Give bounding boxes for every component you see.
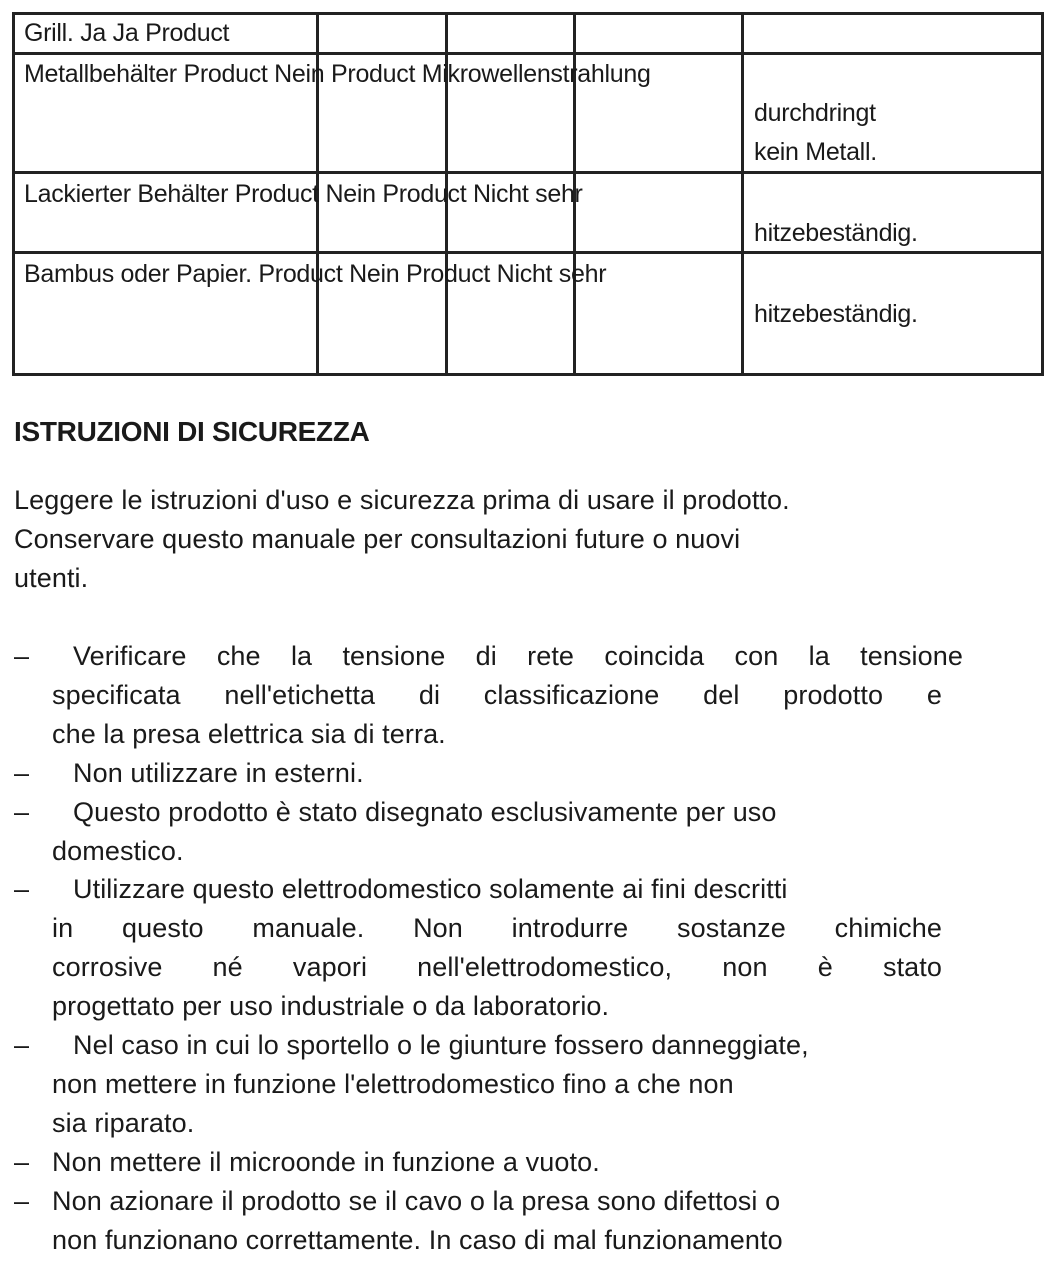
table-cell-text: hitzebeständig.	[754, 300, 918, 328]
bullet-dash: –	[14, 641, 30, 671]
intro-line: Leggere le istruzioni d'uso e sicurezza prima di usare il prodotto.	[14, 485, 790, 515]
section-heading: ISTRUZIONI DI SICUREZZA	[14, 416, 370, 447]
table-cell-text: hitzebeständig.	[754, 219, 918, 247]
intro-line: utenti.	[14, 563, 89, 593]
row-divider	[12, 251, 1044, 254]
table-cell-text: Metallbehälter Product Nein Product Mikrowellenstrahlung	[24, 60, 651, 88]
bullet-line: sia riparato.	[52, 1107, 195, 1138]
bullet-line: non mettere in funzione l'elettrodomestico fino a che non	[52, 1068, 734, 1099]
bullet-line: Non mettere il microonde in funzione a vuoto.	[52, 1146, 600, 1177]
bullet-line: in questo manuale. Non introdurre sostanze chimiche	[52, 913, 942, 944]
bullet-line: Verificare che la tensione di rete coincida con la tensione	[73, 641, 963, 671]
bullet-line: Nel caso in cui lo sportello o le giunture fossero danneggiate,	[73, 1030, 809, 1060]
table-cell-text: kein Metall.	[754, 138, 877, 166]
table-cell-text: Lackierter Behälter Product Nein Product Nicht sehr	[24, 180, 583, 208]
row-divider	[12, 171, 1044, 174]
bullet-dash: –	[14, 874, 30, 905]
bullet-dash: –	[14, 1030, 30, 1060]
bullet-line: progettato per uso industriale o da laboratorio.	[52, 991, 610, 1022]
bullet-line: Utilizzare questo elettrodomestico solamente ai fini descritti	[73, 874, 788, 905]
table-cell-text: Grill. Ja Ja Product	[24, 19, 230, 47]
intro-line: Conservare questo manuale per consultazioni future o nuovi	[14, 524, 741, 554]
bullet-line: Non utilizzare in esterni.	[73, 757, 364, 788]
bullet-line: corrosive né vapori nell'elettrodomestico, non è stato	[52, 952, 942, 983]
bullet-line: domestico.	[52, 835, 184, 866]
bullet-dash: –	[14, 1185, 30, 1216]
bullet-line: non funzionano correttamente. In caso di mal funzionamento	[52, 1224, 783, 1255]
row-divider	[12, 52, 1044, 55]
table-cell-text: durchdringt	[754, 99, 876, 127]
bullet-line: che la presa elettrica sia di terra.	[52, 718, 446, 749]
bullet-dash: –	[14, 796, 30, 827]
bullet-dash: –	[14, 1146, 30, 1177]
bullet-dash: –	[14, 757, 30, 788]
column-divider	[741, 12, 744, 376]
table-cell-text: Bambus oder Papier. Product Nein Product Nicht sehr	[24, 260, 607, 288]
bullet-line: Non azionare il prodotto se il cavo o la presa sono difettosi o	[52, 1185, 781, 1216]
bullet-line: specificata nell'etichetta di classificazione del prodotto e	[52, 679, 942, 710]
bullet-line: Questo prodotto è stato disegnato esclusivamente per uso	[73, 796, 777, 827]
